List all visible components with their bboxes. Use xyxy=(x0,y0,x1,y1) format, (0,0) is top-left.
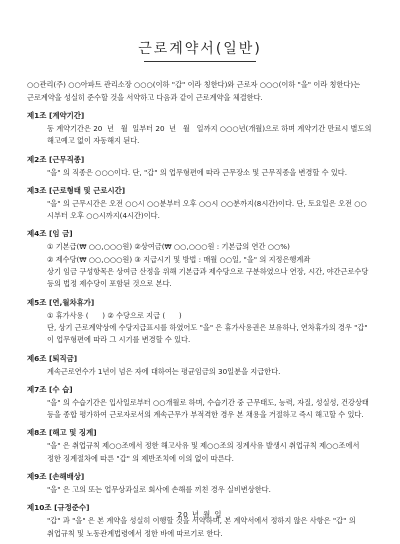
intro-paragraph: ○○관리(주) ○○아파트 관리소장 ○○○(이하 "갑" 이라 칭한다)와 근로자 ○○○(이하 "을" 이라 칭한다)는 근로계약을 성실히 준수할 것을 서약하고 다음과 같이 근로계약을 체결한다. xyxy=(27,80,363,102)
article-1 xyxy=(27,110,373,148)
article-9 xyxy=(27,471,373,496)
article-body: ① 휴가사용 ( ) ② 수당으로 지급 ( ) 단, 상기 근로계약상에 수당지급표시를 하였어도 "을" 은 휴가사용권은 보유하나, 연차휴가의 경우 "갑" 이 업무형편에 따라 그 시기를 변경할 수 있다. xyxy=(47,310,368,345)
article-heading: 제10조 [규정준수] xyxy=(27,503,90,513)
article-body: ① 기본급(₩ ○○,○○○원) ②상여금(₩ ○○,○○○원 : 기본급의 연간 ○○%) ② 제수당(₩ ○○,○○○원) ③ 지급시기 및 방법 : 매월 ○○일, "을" 의 지정은행계좌 상기 임금 구성항목은 상여금 산정을 위해 기본급과 제수당으로 구분하였으나 연장, 시간, 야간근로수당 등의 법정 제수당이 포함된 것으로 본다. xyxy=(47,242,369,289)
article-heading: 제7조 [수 습] xyxy=(27,384,73,394)
article-body: 계속근로연수가 1년이 넘은 자에 대하여는 평균임금의 30일분을 지급한다. xyxy=(47,366,281,376)
article-heading: 제5조 [연,월차휴가] xyxy=(27,297,95,307)
article-heading: 제8조 [해고 및 징계] xyxy=(27,428,97,438)
article-body: "을" 은 취업규칙 제○○조에서 정한 해고사유 및 제○○조의 징계사유 발생시 취업규칙 제○○조에서 정한 징계절차에 따른 "갑" 의 제반조치에 이의 없이 따른다. xyxy=(47,441,362,463)
article-heading: 제4조 [임 금] xyxy=(27,229,73,239)
article-4 xyxy=(27,228,373,290)
article-body: 동 계약기간은 20 년 월 일부터 20 년 월 일까지 ○○○년(개월)으로 하며 계약기간 만료시 별도의 해고예고 없이 자동해지 된다. xyxy=(47,124,374,146)
article-heading: 제6조 [퇴직금] xyxy=(27,353,78,363)
article-heading: 제1조 [계약기간] xyxy=(27,111,85,120)
article-5 xyxy=(27,297,373,347)
title-underline xyxy=(144,61,256,62)
article-6 xyxy=(27,353,373,378)
article-body: "을" 은 고의 또는 업무상과실로 회사에 손해를 끼친 경우 실비변상한다. xyxy=(47,485,271,495)
article-8 xyxy=(27,427,373,465)
article-7 xyxy=(27,384,373,422)
article-heading: 제2조 [근무직종] xyxy=(27,154,85,164)
article-list xyxy=(27,110,373,540)
article-2 xyxy=(27,154,373,179)
article-10 xyxy=(27,502,373,540)
article-heading: 제3조 [근로형태 및 근로시간] xyxy=(27,185,126,195)
page-title: 근로계약서(일반) xyxy=(138,41,262,57)
article-body: "을" 의 근무시간은 오전 ○○시 ○○분부터 오후 ○○시 ○○분까지(8시간)이다. 단, 토요일은 오전 ○○시부터 오후 ○○시까지(4시간)이다. xyxy=(47,198,367,221)
article-body: "갑" 과 "을" 은 본 계약을 성실히 이행할 것을 서약하며, 본 계약서에서 정하지 않은 사항은 "갑" 의 취업규칙 및 노동관계법령에서 정한 바에 따르기로 한다. xyxy=(47,516,358,538)
article-3 xyxy=(27,185,373,223)
article-body: "을" 의 직종은 ○○○이다. 단, "갑" 의 업무형편에 따라 근무장소 및 근무직종을 변경할 수 있다. xyxy=(47,167,348,177)
article-body: "을" 의 수습기간은 입사일로부터 ○○개월로 하며, 수습기간 중 근무태도, 능력, 자질, 성실성, 건강상태 등을 종합 평가하여 근로자로서의 계속근무가 부적격한 경우 본 채용을 거절하고 즉시 해고할 수 있다. xyxy=(47,397,372,420)
contract-date: 20 년 월 일 xyxy=(177,510,223,519)
article-heading: 제9조 [손해배상] xyxy=(27,472,85,482)
